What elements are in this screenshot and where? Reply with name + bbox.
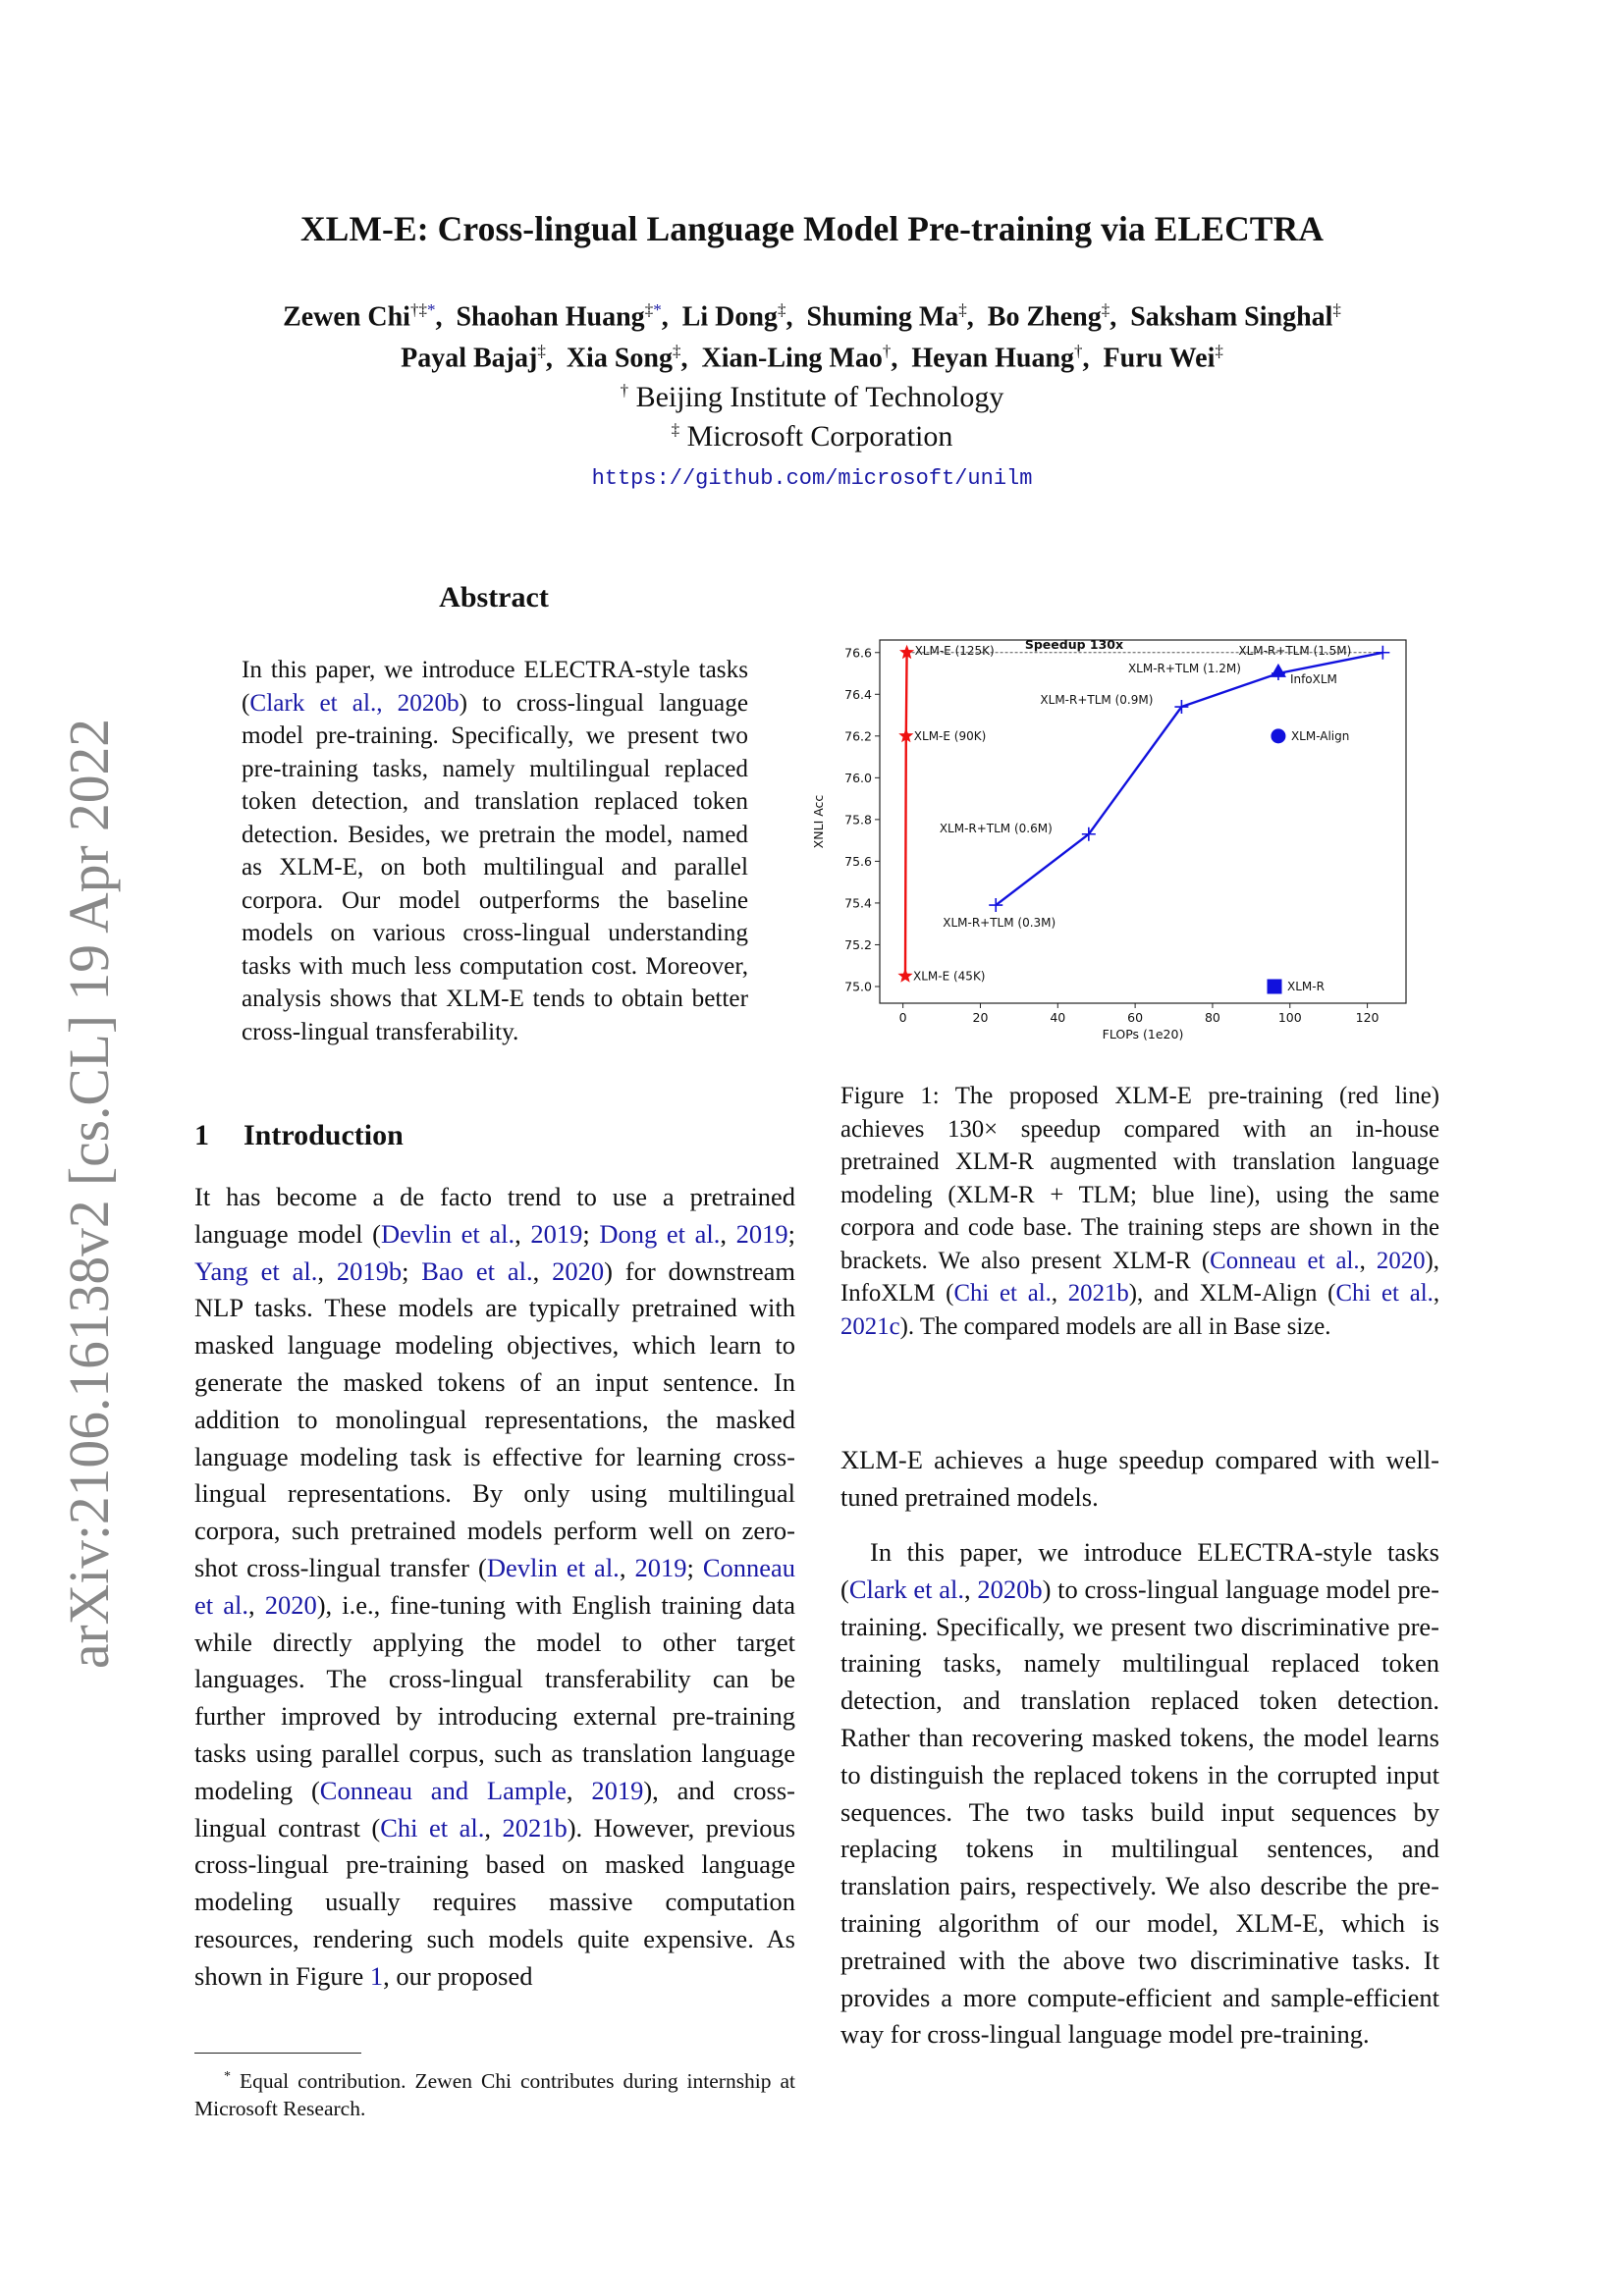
citation-link[interactable]: 1 — [369, 1960, 384, 1991]
citation-link[interactable]: Clark et al. — [848, 1574, 964, 1604]
section-title: Introduction — [244, 1119, 404, 1151]
point-label: XLM-E (90K) — [913, 728, 987, 743]
author-name: Shuming Ma — [806, 301, 959, 333]
body-text: , — [317, 1255, 337, 1286]
citation-link[interactable]: Chi et al. — [380, 1812, 485, 1842]
author-affiliation-mark: ‡ — [672, 342, 681, 360]
point-label: XLM-R+TLM (0.9M) — [1040, 693, 1154, 708]
abstract-text-rest: ) to cross-lingual language model pre-training. Specifically, we present two pre-training tasks, namely multilingual replaced token detection, and translation replaced token detection. Besides, we pretrain the model, named as XLM-E, on both multilingual and parallel corpora. Our model outperforms the baseline models on various cross-lingual understanding tasks with much less computation cost. Moreover, analysis shows that XLM-E tends to obtain better cross-lingual transferability. — [242, 689, 748, 1045]
x-tick-label: 60 — [1127, 1010, 1144, 1025]
body-text: , — [1359, 1247, 1377, 1274]
body-text: , — [720, 1218, 736, 1249]
triangle-marker — [1271, 664, 1286, 677]
affiliation-name: Microsoft Corporation — [686, 420, 953, 453]
citation-link[interactable]: 2020 — [1376, 1247, 1426, 1274]
x-tick-label: 20 — [972, 1010, 989, 1025]
citation-link[interactable]: Yang et al. — [194, 1255, 318, 1286]
author-affiliation-mark: ‡ — [644, 300, 654, 319]
x-tick-label: 40 — [1050, 1010, 1066, 1025]
y-tick-label: 75.8 — [844, 812, 872, 828]
citation-link[interactable]: Dong et al. — [599, 1218, 721, 1249]
star-marker — [897, 968, 912, 982]
author-name: Zewen Chi — [283, 301, 410, 333]
citation-link[interactable]: 2020 — [552, 1255, 605, 1286]
x-tick-label: 80 — [1204, 1010, 1220, 1025]
author-name: Saksham Singhal — [1130, 301, 1333, 333]
figure-1 — [811, 628, 1441, 1041]
body-text: ), and cross-lingual contrast ( — [194, 1775, 795, 1842]
y-tick-label: 75.6 — [844, 853, 872, 869]
body-text: ; — [787, 1218, 796, 1249]
arxiv-stamp-text: arXiv:2106.16138v2 [cs.CL] 19 Apr 2022 — [57, 710, 121, 1669]
citation-link[interactable]: 2019 — [530, 1218, 583, 1249]
intro-left-column — [194, 1179, 795, 1996]
body-text: ) for downstream NLP tasks. These models are typically pretrained with masked language modeling objectives, which learn to generate the masked tokens of an input sentence. In addition to monolingual representations, the masked language modeling task is effective for learning cross-lingual representations. By only using multilingual corpora, such pretrained models perform well on zero-shot cross-lingual transfer ( — [194, 1255, 796, 1582]
authors-line-1 — [0, 300, 1624, 333]
citation-link[interactable]: Conneau et al. — [1210, 1247, 1360, 1274]
author-separator: , — [966, 301, 974, 333]
intro-right-paragraph-1: XLM-E achieves a huge speedup compared with well-tuned pretrained models. — [840, 1445, 1439, 1512]
citation-link[interactable]: Devlin et al. — [486, 1552, 620, 1582]
y-tick-label: 75.0 — [844, 979, 872, 994]
body-text: It has become a de facto trend to use a pretrained language model ( — [194, 1182, 795, 1249]
body-text: , — [1051, 1280, 1068, 1307]
body-text: , — [566, 1775, 592, 1805]
body-text: ). However, previous cross-lingual pre-training based on masked language modeling usually requires massive computation resources, rendering such models quite expensive. As shown in Figure — [194, 1812, 796, 1991]
point-label: XLM-E (125K) — [914, 643, 995, 658]
body-text: , — [247, 1589, 265, 1620]
body-text: ; — [686, 1552, 703, 1582]
citation-link[interactable]: Conneau and Lample — [319, 1775, 567, 1805]
author-affiliation-mark: ‡ — [537, 342, 546, 360]
body-text: , — [484, 1812, 503, 1842]
author-separator: , — [891, 343, 898, 374]
paper-title: XLM-E: Cross-lingual Language Model Pre-training via ELECTRA — [299, 209, 1325, 248]
point-label: InfoXLM — [1289, 671, 1337, 686]
author-name: Xian-Ling Mao — [701, 343, 883, 374]
citation-link[interactable]: Devlin et al. — [380, 1218, 515, 1249]
body-text: ; — [582, 1218, 600, 1249]
body-text: , — [1433, 1280, 1440, 1307]
repo-link[interactable]: https://github.com/microsoft/unilm — [591, 466, 1033, 491]
body-text: ), i.e., fine-tuning with English training data while directly applying the model to other target languages. The cross-lingual transferability can be further improved by introducing external pre-training tasks using parallel corpus, such as translation language modeling ( — [194, 1589, 796, 1805]
citation-link[interactable]: 2019 — [634, 1552, 687, 1582]
figure-caption — [840, 1080, 1439, 1343]
square-marker — [1268, 979, 1282, 993]
point-label: XLM-R+TLM (0.6M) — [939, 821, 1053, 835]
intro-right-paragraph-2 — [840, 1534, 1439, 2054]
author-name: Shaohan Huang — [456, 301, 645, 333]
footnote-text: Equal contribution. Zewen Chi contributes during internship at Microsoft Research. — [194, 2069, 796, 2121]
body-text: , — [964, 1574, 978, 1604]
point-label: XLM-R+TLM (0.3M) — [943, 916, 1056, 931]
speedup-chart — [811, 628, 1441, 1041]
author-separator: , — [545, 343, 553, 374]
abstract-heading: Abstract — [439, 581, 549, 614]
section-number: 1 — [194, 1119, 209, 1151]
point-label: XLM-R+TLM (1.5M) — [1238, 643, 1352, 658]
y-tick-label: 76.2 — [844, 728, 872, 744]
y-axis-label: XNLI Acc — [811, 794, 826, 849]
author-affiliation-mark: ‡ — [777, 300, 786, 319]
citation-link[interactable]: 2021b — [1067, 1280, 1129, 1307]
point-label: XLM-Align — [1290, 728, 1350, 743]
body-text: In this paper, we introduce ELECTRA-style tasks ( — [840, 1537, 1439, 1604]
body-text: ). The compared models are all in Base size. — [899, 1312, 1331, 1340]
citation-link[interactable]: Chi et al. — [953, 1280, 1052, 1307]
citation-link[interactable]: 2020b — [977, 1574, 1043, 1604]
author-affiliation-mark: † — [882, 342, 892, 360]
equal-contribution-mark[interactable]: * — [426, 300, 436, 319]
author-name: Furu Wei — [1103, 343, 1216, 374]
author-separator: , — [661, 301, 669, 333]
author-affiliation-mark: ‡ — [1215, 342, 1223, 360]
author-separator: , — [680, 343, 688, 374]
citation-link[interactable]: Bao et al. — [421, 1255, 533, 1286]
body-text: ) to cross-lingual language model pre-training. Specifically, we present two discriminative pre-training tasks, namely multilingual replaced token detection, and translation replaced token detection. Rather than recovering masked tokens, the model learns to distinguish the replaced tokens in the corrupted input sequences. The two tasks build input sequences by replacing tokens in multilingual sentences, and translation pairs, respectively. We also describe the pre-training algorithm of our model, XLM-E, which is pretrained with the above two discriminative tasks. It provides a more compute-efficient and sample-efficient way for cross-lingual language model pre-training. — [840, 1574, 1440, 2050]
affiliation-1 — [0, 381, 1624, 414]
author-affiliation-mark: ‡ — [1332, 300, 1341, 319]
y-tick-label: 76.6 — [844, 645, 872, 661]
body-text: , — [514, 1218, 531, 1249]
section-heading — [194, 1119, 404, 1152]
author-name: Payal Bajaj — [401, 343, 538, 374]
author-separator: , — [1082, 343, 1090, 374]
footnote-rule — [194, 2053, 361, 2054]
author-affiliation-mark: † — [1074, 342, 1083, 360]
arxiv-stamp — [37, 707, 126, 1669]
citation-link[interactable]: 2021c — [840, 1312, 900, 1340]
equal-contribution-mark[interactable]: * — [653, 300, 662, 319]
author-name: Bo Zheng — [987, 301, 1102, 333]
body-text: , — [619, 1552, 635, 1582]
author-affiliation-mark: †‡ — [409, 300, 427, 319]
x-axis-label: FLOPs (1e20) — [1102, 1027, 1184, 1041]
author-affiliation-mark: ‡ — [1101, 300, 1110, 319]
y-tick-label: 76.4 — [844, 686, 872, 702]
body-text: ), InfoXLM ( — [840, 1247, 1439, 1307]
circle-marker — [1271, 728, 1285, 743]
body-text: , — [532, 1255, 553, 1286]
citation-link[interactable]: Chi et al. — [1335, 1280, 1434, 1307]
citation-link[interactable]: 2019 — [735, 1218, 788, 1249]
affiliation-mark: † — [620, 381, 629, 400]
point-label: XLM-R+TLM (1.2M) — [1127, 662, 1241, 676]
author-separator: , — [435, 301, 443, 333]
y-tick-label: 75.2 — [844, 936, 872, 952]
y-tick-label: 76.0 — [844, 770, 872, 785]
citation-link[interactable]: Conneau et al. — [194, 1552, 796, 1620]
citation-link[interactable]: 2021b — [502, 1812, 568, 1842]
footnote-mark: * — [224, 2069, 231, 2084]
footnote — [194, 2063, 795, 2122]
body-text: , our proposed — [383, 1960, 533, 1991]
abstract-text-start: In this paper, we introduce ELECTRA-style tasks ( — [242, 657, 748, 717]
citation-link[interactable]: 2019b — [336, 1255, 403, 1286]
y-tick-label: 75.4 — [844, 895, 872, 911]
citation-link[interactable]: 2019 — [591, 1775, 644, 1805]
citation-link[interactable]: Clark et al., — [249, 689, 398, 717]
affiliation-name: Beijing Institute of Technology — [635, 381, 1004, 413]
x-tick-label: 120 — [1355, 1010, 1380, 1025]
body-text: ; — [402, 1255, 422, 1286]
affiliation-2 — [0, 420, 1624, 454]
x-tick-label: 0 — [898, 1010, 907, 1025]
author-name: Heyan Huang — [911, 343, 1075, 374]
affiliation-mark: ‡ — [671, 420, 680, 439]
authors-line-2 — [0, 342, 1624, 374]
citation-link[interactable]: 2020 — [264, 1589, 317, 1620]
series-line-xlm-r-tlm — [996, 653, 1382, 905]
speedup-annotation: Speedup 130x — [1024, 636, 1124, 652]
citation-link[interactable]: 2020b — [397, 689, 460, 717]
point-label: XLM-E (45K) — [913, 969, 986, 984]
author-separator: , — [785, 301, 793, 333]
abstract-text — [242, 654, 748, 1048]
author-separator: , — [1110, 301, 1117, 333]
x-tick-label: 100 — [1277, 1010, 1302, 1025]
series-line-xlm-e — [905, 653, 907, 977]
plus-marker — [1376, 646, 1389, 660]
body-text: ), and XLM-Align ( — [1128, 1280, 1336, 1307]
author-name: Xia Song — [566, 343, 673, 374]
point-label: XLM-R — [1287, 979, 1325, 993]
arxiv-stamp-svg — [37, 707, 126, 1669]
body-text: Figure 1: The proposed XLM-E pre-training (red line) achieves 130× speedup compared with an in-house pretrained XLM-R augmented with translation language modeling (XLM-R + TLM; blue line), using the same corpora and code base. The training steps are shown in the brackets. We also present XLM-R ( — [840, 1083, 1439, 1274]
author-affiliation-mark: ‡ — [958, 300, 967, 319]
author-name: Li Dong — [681, 301, 778, 333]
